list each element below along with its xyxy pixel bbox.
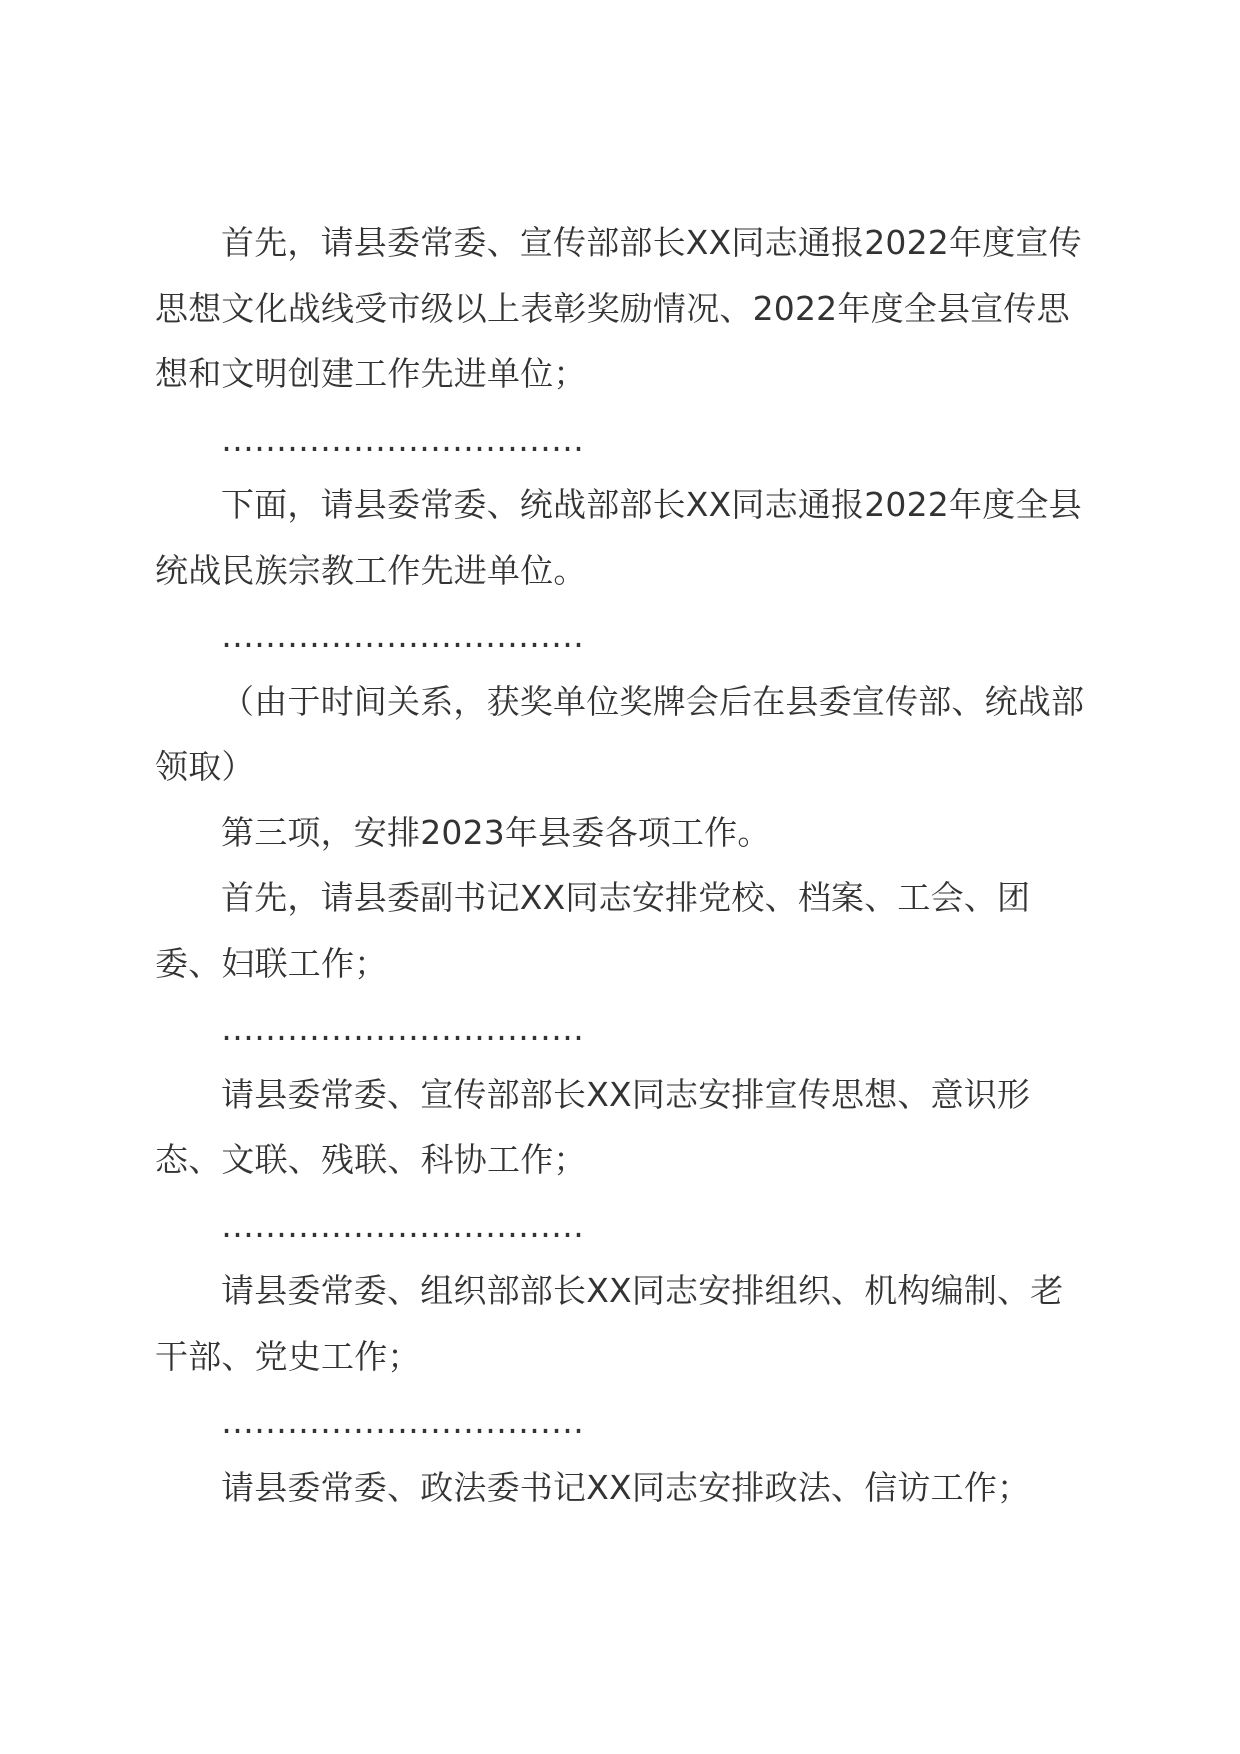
ellipsis-separator: …………………………… [221,1205,584,1245]
paragraph-political-legal-secretary: 请县委常委、政法委书记XX同志安排政法、信访工作； [221,1467,1031,1507]
document-body [155,210,1095,1520]
paragraph-organization-head: 请县委常委、组织部部长XX同志安排组织、机构编制、老干部、党史工作； [155,1271,1064,1376]
ellipsis-separator: …………………………… [221,1402,584,1441]
paragraph-propaganda-head: 请县委常委、宣传部部长XX同志安排宣传思想、意识形态、文联、残联、科协工作； [155,1074,1031,1179]
paragraph-deputy-secretary: 首先，请县委副书记XX同志安排党校、档案、工会、团委、妇联工作； [155,878,1031,983]
ellipsis-separator: …………………………… [221,1009,584,1048]
paragraph-commendation-united-front: 下面，请县委常委、统战部部长XX同志通报2022年度全县统战民族宗教工作先进单位。 [155,485,1082,590]
paragraph-third-item: 第三项，安排2023年县委各项工作。 [221,812,771,852]
paragraph-commendation-propaganda: 首先，请县委常委、宣传部部长XX同志通报2022年度宣传思想文化战线受市级以上表彰奖励情况、2022年度全县宣传思想和文明创建工作先进单位； [155,223,1082,393]
paragraph-award-note: （由于时间关系，获奖单位奖牌会后在县委宣传部、统战部领取） [155,681,1085,786]
ellipsis-separator: …………………………… [221,419,584,459]
ellipsis-separator: …………………………… [221,616,584,655]
